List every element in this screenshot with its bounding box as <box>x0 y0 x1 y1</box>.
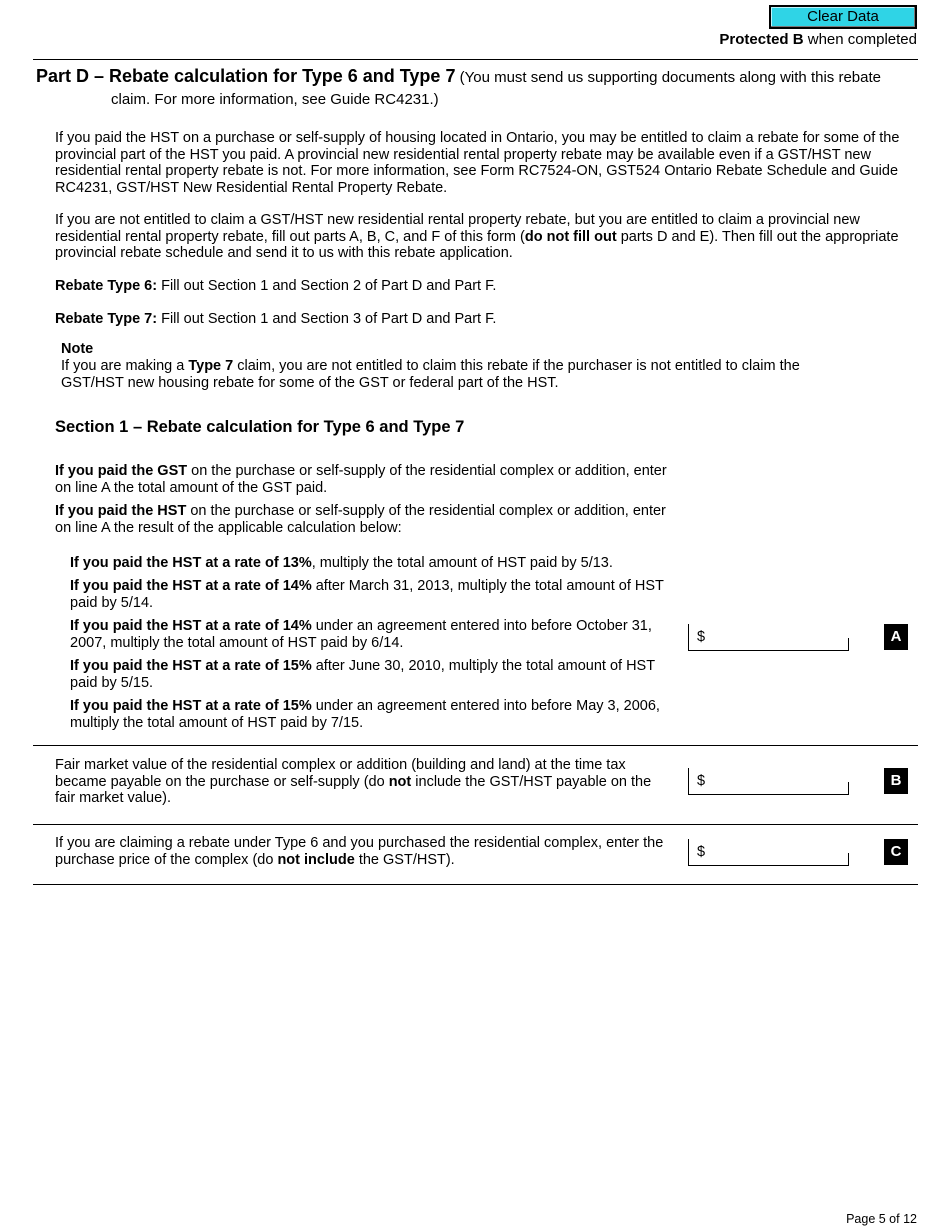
hst-text: on the purchase or self-supply of the residential complex or addition, enter on line A the result of the applicable calculation below: <box>55 503 666 536</box>
protected-b-label: Protected B <box>719 31 804 48</box>
hst-rule-14-after-2013 <box>70 578 670 611</box>
intro-p2-part-b: parts D and E). Then fill out the appropriate provincial rebate schedule and send it to us with this rebate application. <box>55 228 899 262</box>
line-b-bold: not <box>388 773 412 790</box>
gst-text: on the purchase or self-supply of the residential complex or addition, enter on line A the total amount of the GST paid. <box>55 463 667 496</box>
line-b-instruction <box>55 757 675 807</box>
hst-bold: If you paid the HST <box>55 503 187 519</box>
type7-label: Rebate Type 7: <box>55 311 158 327</box>
line-c-bold: not include <box>277 851 355 868</box>
line-c-text-b: the GST/HST). <box>354 851 455 868</box>
note-text-bold: Type 7 <box>188 358 234 374</box>
line-b-input[interactable] <box>709 770 847 792</box>
part-d-subtitle-2: claim. For more information, see Guide RC4231.) <box>111 91 439 108</box>
hst-rule-14b-bold: If you paid the HST at a rate of 14% <box>70 618 312 634</box>
hst-rule-15a-text: after June 30, 2010, multiply the total amount of HST paid by 5/15. <box>70 658 655 691</box>
gst-instruction <box>55 463 685 496</box>
type6-text: Fill out Section 1 and Section 2 of Part D and Part F. <box>157 278 497 294</box>
line-b-cents-tick <box>848 782 849 794</box>
hst-rule-15a-bold: If you paid the HST at a rate of 15% <box>70 658 312 674</box>
intro-paragraph-2 <box>55 212 900 262</box>
protected-b-notice <box>719 31 917 48</box>
line-b-currency: $ <box>697 773 706 789</box>
line-b-label: B <box>884 768 908 794</box>
hst-rule-14a-text: after March 31, 2013, multiply the total amount of HST paid by 5/14. <box>70 578 664 611</box>
line-c-text-a: If you are claiming a rebate under Type 6 and you purchased the residential complex, enter the purchase price of the complex (do <box>55 835 664 868</box>
intro-p2-part-a: If you are not entitled to claim a GST/HST new residential rental property rebate, but you are entitled to claim a provincial new residential rental property rebate, fill out parts A, B, C, and F of this form ( <box>55 212 860 245</box>
hst-instruction <box>55 503 685 536</box>
part-d-heading: Part D – Rebate calculation for Type 6 and Type 7 <box>36 66 456 86</box>
line-b-text-a: Fair market value of the residential complex or addition (building and land) at the time tax became payable on the purchase or self-supply (do <box>55 757 626 790</box>
hst-rule-13-text: , multiply the total amount of HST paid by 5/13. <box>311 555 613 571</box>
type7-text: Fill out Section 1 and Section 3 of Part D and Part F. <box>157 311 497 327</box>
rebate-type-7-instruction <box>55 311 900 328</box>
hst-rule-15-before-2006 <box>70 698 670 731</box>
line-c-instruction <box>55 835 685 868</box>
section-divider-b <box>33 824 918 825</box>
line-a-currency: $ <box>697 629 706 645</box>
hst-rule-13-bold: If you paid the HST at a rate of 13% <box>70 555 312 571</box>
header-divider <box>33 59 918 60</box>
intro-paragraph-1: If you paid the HST on a purchase or self-supply of housing located in Ontario, you may be entitled to claim a rebate for some of the provincial part of the HST you paid. A provincial new residential rental property rebate may be available even if a GST/HST new residential rental property rebate is not. For more information, see Form RC7524-ON, GST524 Ontario Rebate Schedule and Guide RC4231, GST/HST New Residential Rental Property Rebate. <box>55 130 900 196</box>
protected-b-suffix: when completed <box>803 31 917 48</box>
intro-p2-bold: do not fill out <box>524 228 617 245</box>
line-b-text-b: include the GST/HST payable on the fair market value). <box>55 773 652 807</box>
line-c-currency: $ <box>697 844 706 860</box>
page-number: Page 5 of 12 <box>846 1212 917 1226</box>
line-a-field <box>688 624 849 651</box>
note-text-b: claim, you are not entitled to claim this rebate if the purchaser is not entitled to claim the GST/HST new housing rebate for some of the GST or federal part of the HST. <box>61 358 800 391</box>
line-c-label: C <box>884 839 908 865</box>
line-a-input[interactable] <box>709 626 847 648</box>
note-text-a: If you are making a <box>61 358 189 374</box>
note-title: Note <box>61 341 94 357</box>
rebate-type-6-instruction <box>55 278 900 295</box>
line-b-field <box>688 768 849 795</box>
line-c-input[interactable] <box>709 841 847 863</box>
gst-bold: If you paid the GST <box>55 463 188 479</box>
hst-rule-14b-text: under an agreement entered into before October 31, 2007, multiply the total amount of HST paid by 6/14. <box>70 618 652 651</box>
hst-rule-15-after-2010 <box>70 658 670 691</box>
clear-data-button[interactable]: Clear Data <box>769 5 917 29</box>
part-d-title <box>36 65 926 111</box>
hst-rule-13 <box>70 555 670 572</box>
hst-rule-15b-text: under an agreement entered into before May 3, 2006, multiply the total amount of HST paid by 7/15. <box>70 698 660 731</box>
hst-rule-14a-bold: If you paid the HST at a rate of 14% <box>70 578 312 594</box>
section-divider-c <box>33 884 918 885</box>
section-1-title: Section 1 – Rebate calculation for Type 6 and Type 7 <box>55 418 465 436</box>
section-divider-a <box>33 745 918 746</box>
hst-rule-15b-bold: If you paid the HST at a rate of 15% <box>70 698 312 714</box>
hst-rule-14-before-2007 <box>70 618 670 651</box>
part-d-subtitle-1: (You must send us supporting documents along with this rebate <box>455 69 881 86</box>
note-text <box>61 358 861 391</box>
line-c-field <box>688 839 849 866</box>
type6-label: Rebate Type 6: <box>55 278 158 294</box>
line-a-cents-tick <box>848 638 849 650</box>
line-c-cents-tick <box>848 853 849 865</box>
line-a-label: A <box>884 624 908 650</box>
